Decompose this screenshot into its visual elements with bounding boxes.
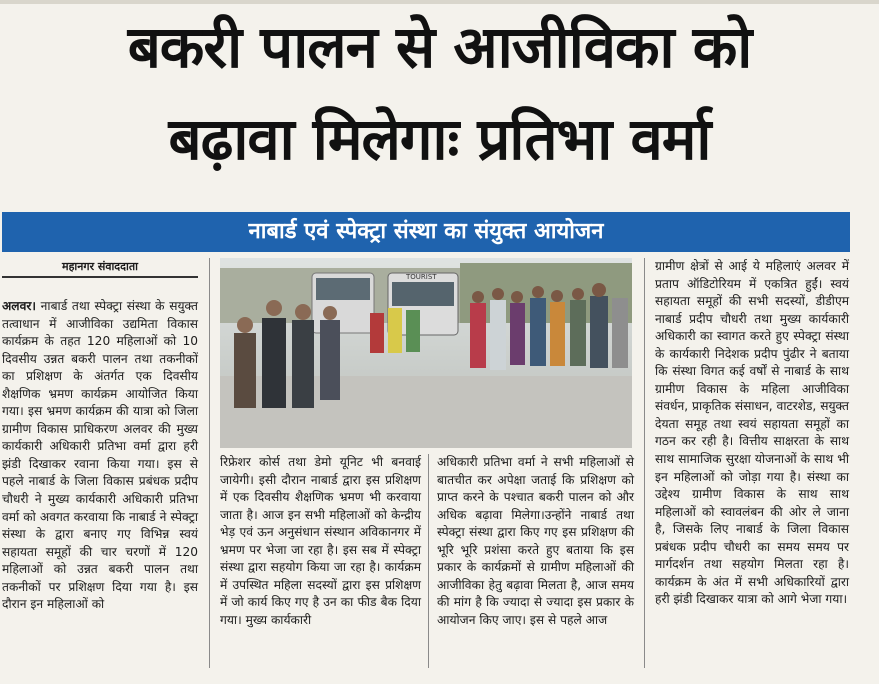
- news-photo: [220, 258, 632, 448]
- article-column-4: [655, 258, 849, 609]
- group-photo-icon: [220, 258, 632, 448]
- article-column-2: [220, 454, 421, 629]
- byline: महानगर संवाददाता: [2, 258, 198, 278]
- page-top-rule: [0, 0, 879, 4]
- headline-line-2: बढ़ावा मिलेगाः प्रतिभा वर्मा: [168, 105, 711, 173]
- column-divider: [644, 258, 645, 668]
- article-column-3: [437, 454, 634, 629]
- column-1-text: नाबार्ड तथा स्पेक्ट्रा संस्था के सयुक्त तत्वाधान में आजीविका उद्यमिता विकास कार्यक्रम के तहत 120 महिलाओं को 10 दिवसीय उन्नत बकरी पालन तथा तकनीकों का प्रशिक्षण के अंतर्गत एक दिवसीय शैक्षणिक भ्रमण कार्यक्रम आयोजित किया गया। इस भ्रमण कार्यक्रम की यात्रा को जिला ग्रामीण विकास प्राधिकरण अलवर की मुख्य कार्यकारी अधिकारी प्रतिभा वर्मा द्वारा हरी झंडी दिखाकर रवाना किया गया। इस से पहले नाबार्ड के जिला विकास प्रबंधक प्रदीप चौधरी ने मुख्य कार्यकारी अधिकारी प्रतिभा वर्मा को अवगत करवाया कि नाबार्ड ने स्पेक्ट्रा संस्था के द्वारा बनाए गए विभिन्न स्वयं सहायता समूहों की चार चरणों में 120 महिलाओं को उन्नत बकरी पालन तथा तकनीकों पर प्रशिक्षण दिया गया है। इस दौरान इन महिलाओं को: [2, 299, 199, 612]
- subheadline-bar: नाबार्ड एवं स्पेक्ट्रा संस्था का संयुक्त आयोजन: [2, 212, 850, 252]
- headline-line-1: बकरी पालन से आजीविका को: [127, 13, 752, 81]
- dateline-place: अलवर।: [2, 299, 36, 313]
- column-divider: [209, 258, 210, 668]
- article-column-1: [2, 298, 198, 614]
- column-4-text: ग्रामीण क्षेत्रों से आई ये महिलाएं अलवर में प्रताप ऑडिटोरियम में एकत्रित हुईं। स्वयं सहायता समूहों की सभी सदस्यों, डीडीएम नाबार्ड प्रदीप चौधरी तथा मुख्य कार्यकारी अधिकारी का स्वागत करते हुए स्पेक्ट्रा संस्था के कार्यकारी निदेशक प्रदीप पुंढीर ने बताया कि संस्था विगत कई वर्षों से नाबार्ड के साथ ग्रामीण विकास के महिला आजीविका संवर्धन, प्राकृतिक संसाधन, वाटरशेड, सयुक्त देयता समूह तथा स्वयं सहायता समूहों का गठन कर रही है। वित्तीय साक्षरता के साथ साथ सामाजिक सुरक्षा योजनाओं के साथ भी इन महिलाओं को जोड़ा गया है। संस्था का उद्देश्य ग्रामीण विकास के साथ साथ महिलाओं को स्वावलंबन की ओर ले जाना है, जिसके लिए नाबार्ड के जिला विकास प्रबंधक प्रदीप चौधरी का समय समय पर मार्गदर्शन तथा सहयोग मिलता रहा है। कार्यक्रम के अंत में सभी अधिकारियों द्वारा हरी झंडी दिखाकर यात्रा को आगे भेजा गया।: [655, 259, 849, 607]
- bus-label: TOURIST: [406, 273, 437, 281]
- column-divider: [428, 454, 429, 668]
- column-2-text: रिफ्रेशर कोर्स तथा डेमो यूनिट भी बनवाई जायेगी। इसी दौरान नाबार्ड द्वारा इस प्रशिक्षण में एक दिवसीय शैक्षणिक भ्रमण भी करवाया जाता है। आज इन सभी महिलाओं को केन्द्रीय भेड़ एवं ऊन अनुसंधान संस्थान अविकानगर में भ्रमण पर भेजा जा रहा है। इस सब में स्पेक्ट्रा संस्था द्वारा सहयोग किया जा रहा है। कार्यक्रम में उपस्थित महिला सदस्यों द्वारा इस प्रशिक्षण में जो कार्य किए गए है उन का फीड बैक दिया गया। मुख्य कार्यकारी: [220, 455, 421, 627]
- column-3-text: अधिकारी प्रतिभा वर्मा ने सभी महिलाओं से बातचीत कर अपेक्षा जताई कि प्रशिक्षण को प्राप्त करने के पश्चात बकरी पालन को और अधिक बढ़ावा मिलेगा।उन्होंने नाबार्ड तथा स्पेक्ट्रा संस्था द्वारा किए गए इस प्रशिक्षण की भूरि भूरि प्रशंसा करते हुए बताया कि इस प्रकार के कार्यक्रमों से ग्रामीण महिलाओं की आजीविका हेतु बढ़ावा मिलता है, आज समय की मांग है कि ज्यादा से ज्यादा इस प्रकार के आयोजन किए जाए। इस से पहले आज: [437, 455, 634, 627]
